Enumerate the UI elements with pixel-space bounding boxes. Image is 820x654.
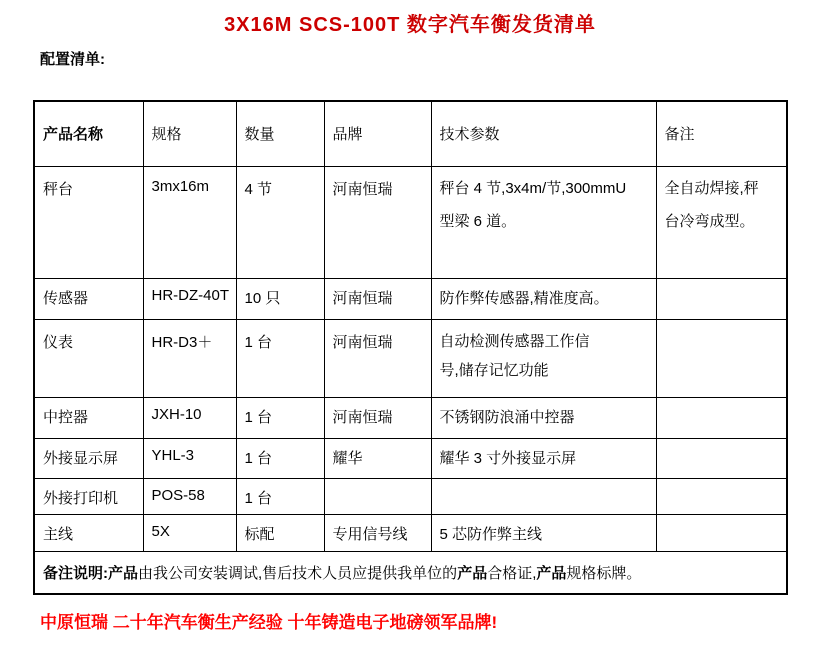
tech-line: 秤台 4 节,3x4m/节,300mmU (439, 179, 627, 197)
note-segment: 产品 (536, 564, 567, 582)
header-spec: 规格 (143, 101, 236, 166)
note-label: 备注说明: (43, 564, 108, 582)
cell-name: 仪表 (34, 319, 143, 397)
cell-qty: 10 只 (236, 278, 324, 319)
cell-spec: 3mx16m (143, 166, 236, 278)
cell-tech-params: 防作弊传感器,精准度高。 (431, 278, 656, 319)
cell-spec: HR-D3＋ (143, 319, 236, 397)
footer-slogan: 中原恒瑞 二十年汽车衡生产经验 十年铸造电子地磅领军品牌! (40, 613, 498, 632)
tech-line: 自动检测传感器工作信 (439, 332, 590, 350)
cell-qty: 1 台 (236, 438, 324, 478)
table-row-controller (34, 397, 787, 438)
cell-brand: 耀华 (324, 438, 431, 478)
cell-tech-params (431, 478, 656, 514)
document-title: 3X16M SCS-100T 数字汽车衡发货清单 (224, 14, 596, 36)
cell-name: 外接显示屏 (34, 438, 143, 478)
cell-name: 秤台 (34, 166, 143, 278)
cell-qty: 1 台 (236, 319, 324, 397)
note-segment: 规格标牌。 (566, 564, 642, 582)
cell-brand: 河南恒瑞 (324, 397, 431, 438)
table-row-mainline (34, 514, 787, 551)
cell-brand: 河南恒瑞 (324, 166, 431, 278)
note-segment: 由我公司安装调试,售后技术人员应提供我单位的 (138, 564, 458, 582)
remark-line: 台冷弯成型。 (664, 212, 755, 230)
cell-brand (324, 478, 431, 514)
tech-line: 号,储存记忆功能 (439, 361, 549, 379)
cell-tech-params: 耀华 3 寸外接显示屏 (431, 438, 656, 478)
cell-spec: JXH-10 (143, 397, 236, 438)
header-product-name: 产品名称 (34, 101, 143, 166)
cell-remark (656, 278, 787, 319)
cell-remark (656, 478, 787, 514)
table-row-indicator (34, 319, 787, 397)
cell-brand: 专用信号线 (324, 514, 431, 551)
cell-name: 中控器 (34, 397, 143, 438)
note-segment: 合格证, (487, 564, 537, 582)
cell-remark (656, 438, 787, 478)
cell-spec: POS-58 (143, 478, 236, 514)
header-brand: 品牌 (324, 101, 431, 166)
cell-tech-params (431, 166, 656, 278)
header-remark: 备注 (656, 101, 787, 166)
header-tech-params: 技术参数 (431, 101, 656, 166)
cell-name: 主线 (34, 514, 143, 551)
table-row-display (34, 438, 787, 478)
table-header-row (34, 101, 787, 166)
cell-brand: 河南恒瑞 (324, 319, 431, 397)
cell-remark (656, 514, 787, 551)
header-qty: 数量 (236, 101, 324, 166)
cell-remark (656, 166, 787, 278)
cell-qty: 标配 (236, 514, 324, 551)
table-row-sensor (34, 278, 787, 319)
cell-brand: 河南恒瑞 (324, 278, 431, 319)
note-segment: 产品 (108, 564, 139, 582)
cell-tech-params: 5 芯防作弊主线 (431, 514, 656, 551)
cell-spec: 5X (143, 514, 236, 551)
cell-tech-params (431, 319, 656, 397)
remark-line: 全自动焊接,秤 (664, 179, 759, 197)
cell-name: 传感器 (34, 278, 143, 319)
table-note-row (34, 551, 787, 594)
cell-qty: 1 台 (236, 478, 324, 514)
cell-remark (656, 397, 787, 438)
cell-qty: 4 节 (236, 166, 324, 278)
cell-name: 外接打印机 (34, 478, 143, 514)
cell-tech-params: 不锈钢防浪涌中控器 (431, 397, 656, 438)
cell-qty: 1 台 (236, 397, 324, 438)
table-row-platform (34, 166, 787, 278)
cell-remark (656, 319, 787, 397)
note-segment: 产品 (457, 564, 488, 582)
cell-spec: YHL-3 (143, 438, 236, 478)
spec-table (33, 100, 788, 595)
cell-spec: HR-DZ-40T (143, 278, 236, 319)
cell-note (34, 551, 787, 594)
table-row-printer (34, 478, 787, 514)
tech-line: 型梁 6 道。 (439, 212, 517, 230)
section-label: 配置清单: (40, 51, 105, 68)
